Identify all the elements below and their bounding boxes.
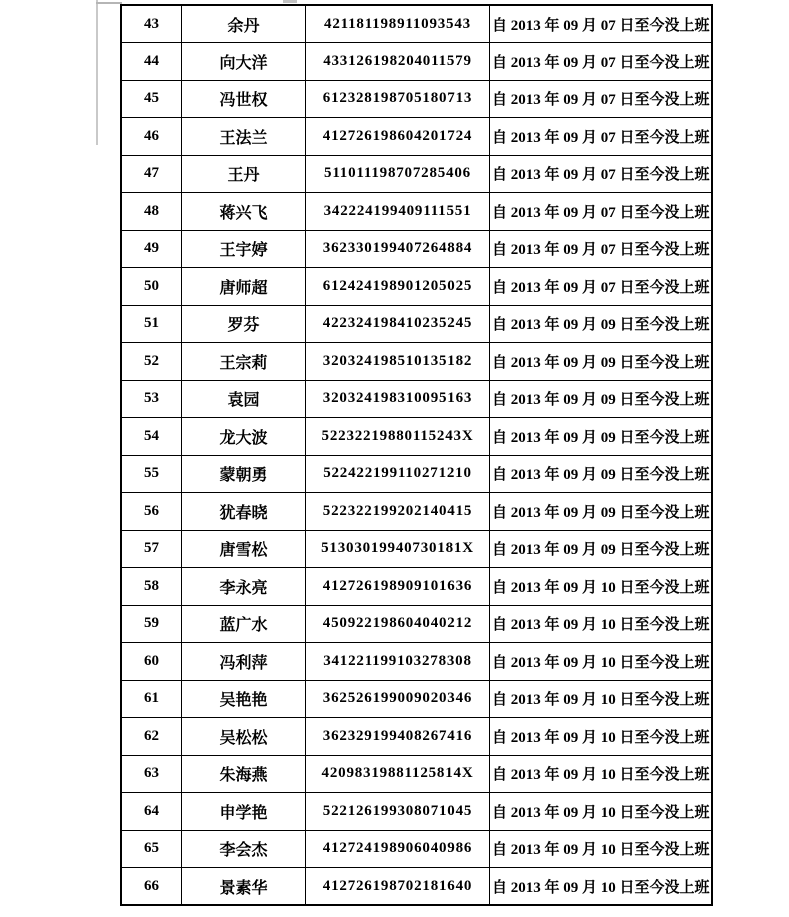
id-number-cell: 450922198604040212 xyxy=(306,605,490,643)
id-number-cell: 412724198906040986 xyxy=(306,830,490,868)
row-number-cell: 66 xyxy=(121,868,182,906)
name-cell: 唐师超 xyxy=(182,268,306,306)
status-cell: 自 2013 年 09 月 10 日至今没上班 xyxy=(490,830,713,868)
table-row xyxy=(121,193,712,231)
status-cell: 自 2013 年 09 月 09 日至今没上班 xyxy=(490,305,713,343)
status-cell: 自 2013 年 09 月 10 日至今没上班 xyxy=(490,718,713,756)
status-cell: 自 2013 年 09 月 10 日至今没上班 xyxy=(490,680,713,718)
id-number-cell: 51303019940730181X xyxy=(306,530,490,568)
name-cell: 余丹 xyxy=(182,5,306,43)
table-row xyxy=(121,868,712,906)
status-cell: 自 2013 年 09 月 09 日至今没上班 xyxy=(490,455,713,493)
name-cell: 吴松松 xyxy=(182,718,306,756)
status-cell: 自 2013 年 09 月 10 日至今没上班 xyxy=(490,568,713,606)
table-row xyxy=(121,118,712,156)
page-edge-line xyxy=(96,0,98,145)
table-row xyxy=(121,268,712,306)
table-row xyxy=(121,643,712,681)
id-number-cell: 412726198604201724 xyxy=(306,118,490,156)
id-number-cell: 522126199308071045 xyxy=(306,793,490,831)
name-cell: 罗芬 xyxy=(182,305,306,343)
id-number-cell: 412726198909101636 xyxy=(306,568,490,606)
id-number-cell: 362329199408267416 xyxy=(306,718,490,756)
absentee-roster-table xyxy=(120,4,713,906)
id-number-cell: 421181198911093543 xyxy=(306,5,490,43)
name-cell: 王宗莉 xyxy=(182,343,306,381)
id-number-cell: 612328198705180713 xyxy=(306,80,490,118)
row-number-cell: 58 xyxy=(121,568,182,606)
status-cell: 自 2013 年 09 月 10 日至今没上班 xyxy=(490,643,713,681)
table-row xyxy=(121,605,712,643)
status-cell: 自 2013 年 09 月 07 日至今没上班 xyxy=(490,43,713,81)
id-number-cell: 341221199103278308 xyxy=(306,643,490,681)
status-cell: 自 2013 年 09 月 07 日至今没上班 xyxy=(490,5,713,43)
id-number-cell: 362330199407264884 xyxy=(306,230,490,268)
row-number-cell: 62 xyxy=(121,718,182,756)
id-number-cell: 320324198310095163 xyxy=(306,380,490,418)
status-cell: 自 2013 年 09 月 07 日至今没上班 xyxy=(490,155,713,193)
id-number-cell: 412726198702181640 xyxy=(306,868,490,906)
row-number-cell: 44 xyxy=(121,43,182,81)
id-number-cell: 42098319881125814X xyxy=(306,755,490,793)
status-cell: 自 2013 年 09 月 07 日至今没上班 xyxy=(490,230,713,268)
status-cell: 自 2013 年 09 月 10 日至今没上班 xyxy=(490,755,713,793)
name-cell: 蒙朝勇 xyxy=(182,455,306,493)
row-number-cell: 46 xyxy=(121,118,182,156)
id-number-cell: 422324198410235245 xyxy=(306,305,490,343)
name-cell: 袁园 xyxy=(182,380,306,418)
table-row xyxy=(121,830,712,868)
name-cell: 冯世权 xyxy=(182,80,306,118)
name-cell: 蓝广水 xyxy=(182,605,306,643)
id-number-cell: 342224199409111551 xyxy=(306,193,490,231)
row-number-cell: 50 xyxy=(121,268,182,306)
status-cell: 自 2013 年 09 月 10 日至今没上班 xyxy=(490,868,713,906)
row-number-cell: 59 xyxy=(121,605,182,643)
row-number-cell: 61 xyxy=(121,680,182,718)
id-number-cell: 362526199009020346 xyxy=(306,680,490,718)
id-number-cell: 433126198204011579 xyxy=(306,43,490,81)
page-edge-tick xyxy=(283,0,297,3)
name-cell: 王法兰 xyxy=(182,118,306,156)
row-number-cell: 63 xyxy=(121,755,182,793)
row-number-cell: 53 xyxy=(121,380,182,418)
table-row xyxy=(121,230,712,268)
name-cell: 王宇婷 xyxy=(182,230,306,268)
name-cell: 吴艳艳 xyxy=(182,680,306,718)
table-row xyxy=(121,5,712,43)
row-number-cell: 51 xyxy=(121,305,182,343)
name-cell: 向大洋 xyxy=(182,43,306,81)
id-number-cell: 511011198707285406 xyxy=(306,155,490,193)
id-number-cell: 522422199110271210 xyxy=(306,455,490,493)
row-number-cell: 43 xyxy=(121,5,182,43)
row-number-cell: 57 xyxy=(121,530,182,568)
name-cell: 申学艳 xyxy=(182,793,306,831)
name-cell: 蒋兴飞 xyxy=(182,193,306,231)
table-row xyxy=(121,305,712,343)
status-cell: 自 2013 年 09 月 10 日至今没上班 xyxy=(490,605,713,643)
row-number-cell: 52 xyxy=(121,343,182,381)
row-number-cell: 65 xyxy=(121,830,182,868)
row-number-cell: 48 xyxy=(121,193,182,231)
id-number-cell: 522322199202140415 xyxy=(306,493,490,531)
name-cell: 景素华 xyxy=(182,868,306,906)
table-row xyxy=(121,680,712,718)
row-number-cell: 55 xyxy=(121,455,182,493)
table-row xyxy=(121,530,712,568)
table-row xyxy=(121,718,712,756)
table-row xyxy=(121,155,712,193)
status-cell: 自 2013 年 09 月 09 日至今没上班 xyxy=(490,530,713,568)
id-number-cell: 612424198901205025 xyxy=(306,268,490,306)
name-cell: 朱海燕 xyxy=(182,755,306,793)
status-cell: 自 2013 年 09 月 09 日至今没上班 xyxy=(490,343,713,381)
row-number-cell: 45 xyxy=(121,80,182,118)
table-row xyxy=(121,455,712,493)
name-cell: 李永亮 xyxy=(182,568,306,606)
status-cell: 自 2013 年 09 月 07 日至今没上班 xyxy=(490,193,713,231)
row-number-cell: 60 xyxy=(121,643,182,681)
table-row xyxy=(121,380,712,418)
table-row xyxy=(121,493,712,531)
row-number-cell: 54 xyxy=(121,418,182,456)
status-cell: 自 2013 年 09 月 09 日至今没上班 xyxy=(490,493,713,531)
id-number-cell: 52232219880115243X xyxy=(306,418,490,456)
name-cell: 冯利萍 xyxy=(182,643,306,681)
status-cell: 自 2013 年 09 月 07 日至今没上班 xyxy=(490,268,713,306)
status-cell: 自 2013 年 09 月 09 日至今没上班 xyxy=(490,380,713,418)
status-cell: 自 2013 年 09 月 09 日至今没上班 xyxy=(490,418,713,456)
table-row xyxy=(121,755,712,793)
name-cell: 唐雪松 xyxy=(182,530,306,568)
name-cell: 李会杰 xyxy=(182,830,306,868)
name-cell: 王丹 xyxy=(182,155,306,193)
row-number-cell: 49 xyxy=(121,230,182,268)
status-cell: 自 2013 年 09 月 07 日至今没上班 xyxy=(490,118,713,156)
roster-table-body xyxy=(121,5,712,905)
row-number-cell: 64 xyxy=(121,793,182,831)
status-cell: 自 2013 年 09 月 10 日至今没上班 xyxy=(490,793,713,831)
table-row xyxy=(121,80,712,118)
row-number-cell: 56 xyxy=(121,493,182,531)
table-row xyxy=(121,793,712,831)
table-row xyxy=(121,43,712,81)
row-number-cell: 47 xyxy=(121,155,182,193)
id-number-cell: 320324198510135182 xyxy=(306,343,490,381)
name-cell: 犹春晓 xyxy=(182,493,306,531)
table-row xyxy=(121,418,712,456)
name-cell: 龙大波 xyxy=(182,418,306,456)
status-cell: 自 2013 年 09 月 07 日至今没上班 xyxy=(490,80,713,118)
table-row xyxy=(121,568,712,606)
table-row xyxy=(121,343,712,381)
page-edge-line xyxy=(96,2,122,4)
